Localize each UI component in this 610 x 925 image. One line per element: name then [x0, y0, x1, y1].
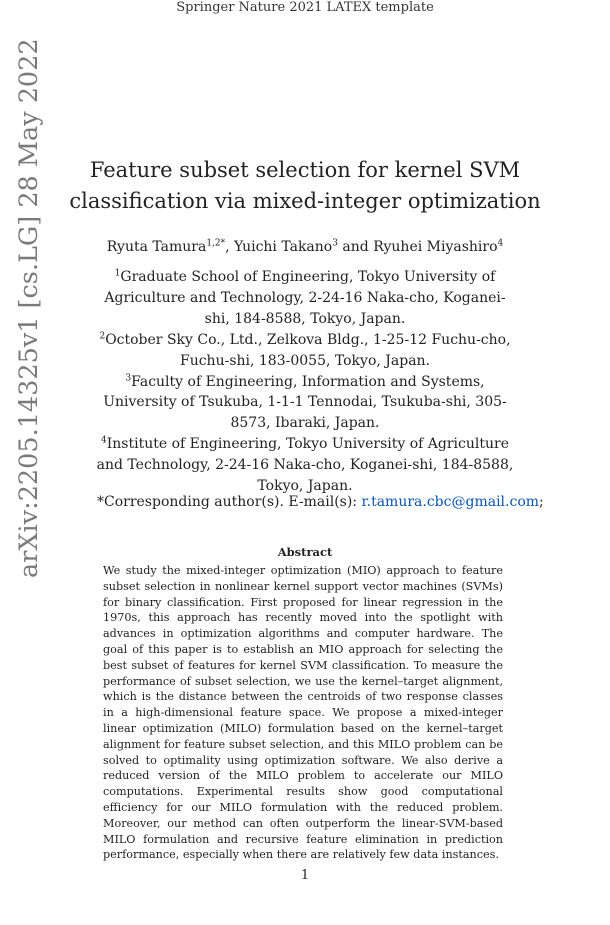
- affiliation-2: $^2$October Sky Co., Ltd., Zelkova Bldg., 1-25-12 Fuchu-cho, Fuchu-shi, 183-0055, Tokyo, Japan.: [99, 331, 511, 369]
- corresponding-author-line: *Corresponding author(s). E-mail(s): r.tamura.cbc@gmail.com;: [97, 494, 544, 510]
- paper-title: Feature subset selection for kernel SVM classification via mixed-integer optimization: [69, 158, 541, 213]
- corresponding-label: *Corresponding author(s). E-mail(s):: [97, 494, 358, 510]
- abstract-heading: Abstract: [277, 545, 333, 559]
- author-1-affil-mark: 1,2*: [206, 238, 226, 249]
- author-list: Ryuta Tamura$^{1,2*}$, Yuichi Takano$^3$ and Ryuhei Miyashiro$^4$: [106, 238, 504, 255]
- author-2-affil-mark: 3: [332, 238, 338, 249]
- corresponding-email-link[interactable]: r.tamura.cbc@gmail.com: [361, 494, 540, 510]
- page-number: 1: [300, 868, 310, 883]
- author-2: Yuichi Takano$^3$: [234, 238, 338, 255]
- affiliation-3: $^3$Faculty of Engineering, Information and Systems, University of Tsukuba, 1-1-1 Tennodai, Tsukuba-shi, 305-8573, Ibaraki, Japan.: [103, 372, 507, 432]
- affiliation-1: $^1$Graduate School of Engineering, Tokyo University of Agriculture and Technology, 2-24-16 Naka-cho, Koganei-shi, 184-8588, Tokyo, Japan.: [104, 268, 506, 327]
- author-3-affil-mark: 4: [497, 238, 504, 249]
- affiliation-list: [92, 267, 518, 497]
- abstract-body: We study the mixed-integer optimization (MIO) approach to feature subset selection in nonlinear kernel support vector machines (SVMs) for binary classification. First proposed for linear regression in the 1970s, this approach has recently moved into the spotlight with advances in optimization algorithms and computer hardware. The goal of this paper is to establish an MIO approach for selecting the best subset of features for kernel SVM classification. To measure the performance of subset selection, we use the kernel–target alignment, which is the distance between the centroids of two response classes in a high-dimensional feature space. We propose a mixed-integer linear optimization (MILO) formulation based on the kernel–target alignment for feature subset selection, and this MILO problem can be solved to optimality using optimization software. We also derive a reduced version of the MILO problem to accelerate our MILO computations. Experimental results show good computational efficiency for our MILO formulation with the reduced problem. Moreover, our method can often outperform the linear-SVM-based MILO formulation and recursive feature elimination in prediction performance, especially when there are relatively few data instances.: [103, 564, 503, 862]
- author-1: Ryuta Tamura$^{1,2*}$: [106, 238, 226, 255]
- affiliation-4: $^4$Institute of Engineering, Tokyo University of Agriculture and Technology, 2-24-16 Naka-cho, Koganei-shi, 184-8588, Tokyo, Japan.: [96, 435, 514, 495]
- running-header: Springer Nature 2021 LATEX template: [176, 0, 434, 15]
- arxiv-identifier-stamp: arXiv:2205.14325v1 [cs.LG] 28 May 2022: [14, 38, 44, 578]
- author-3: Ryuhei Miyashiro$^4$: [373, 238, 504, 255]
